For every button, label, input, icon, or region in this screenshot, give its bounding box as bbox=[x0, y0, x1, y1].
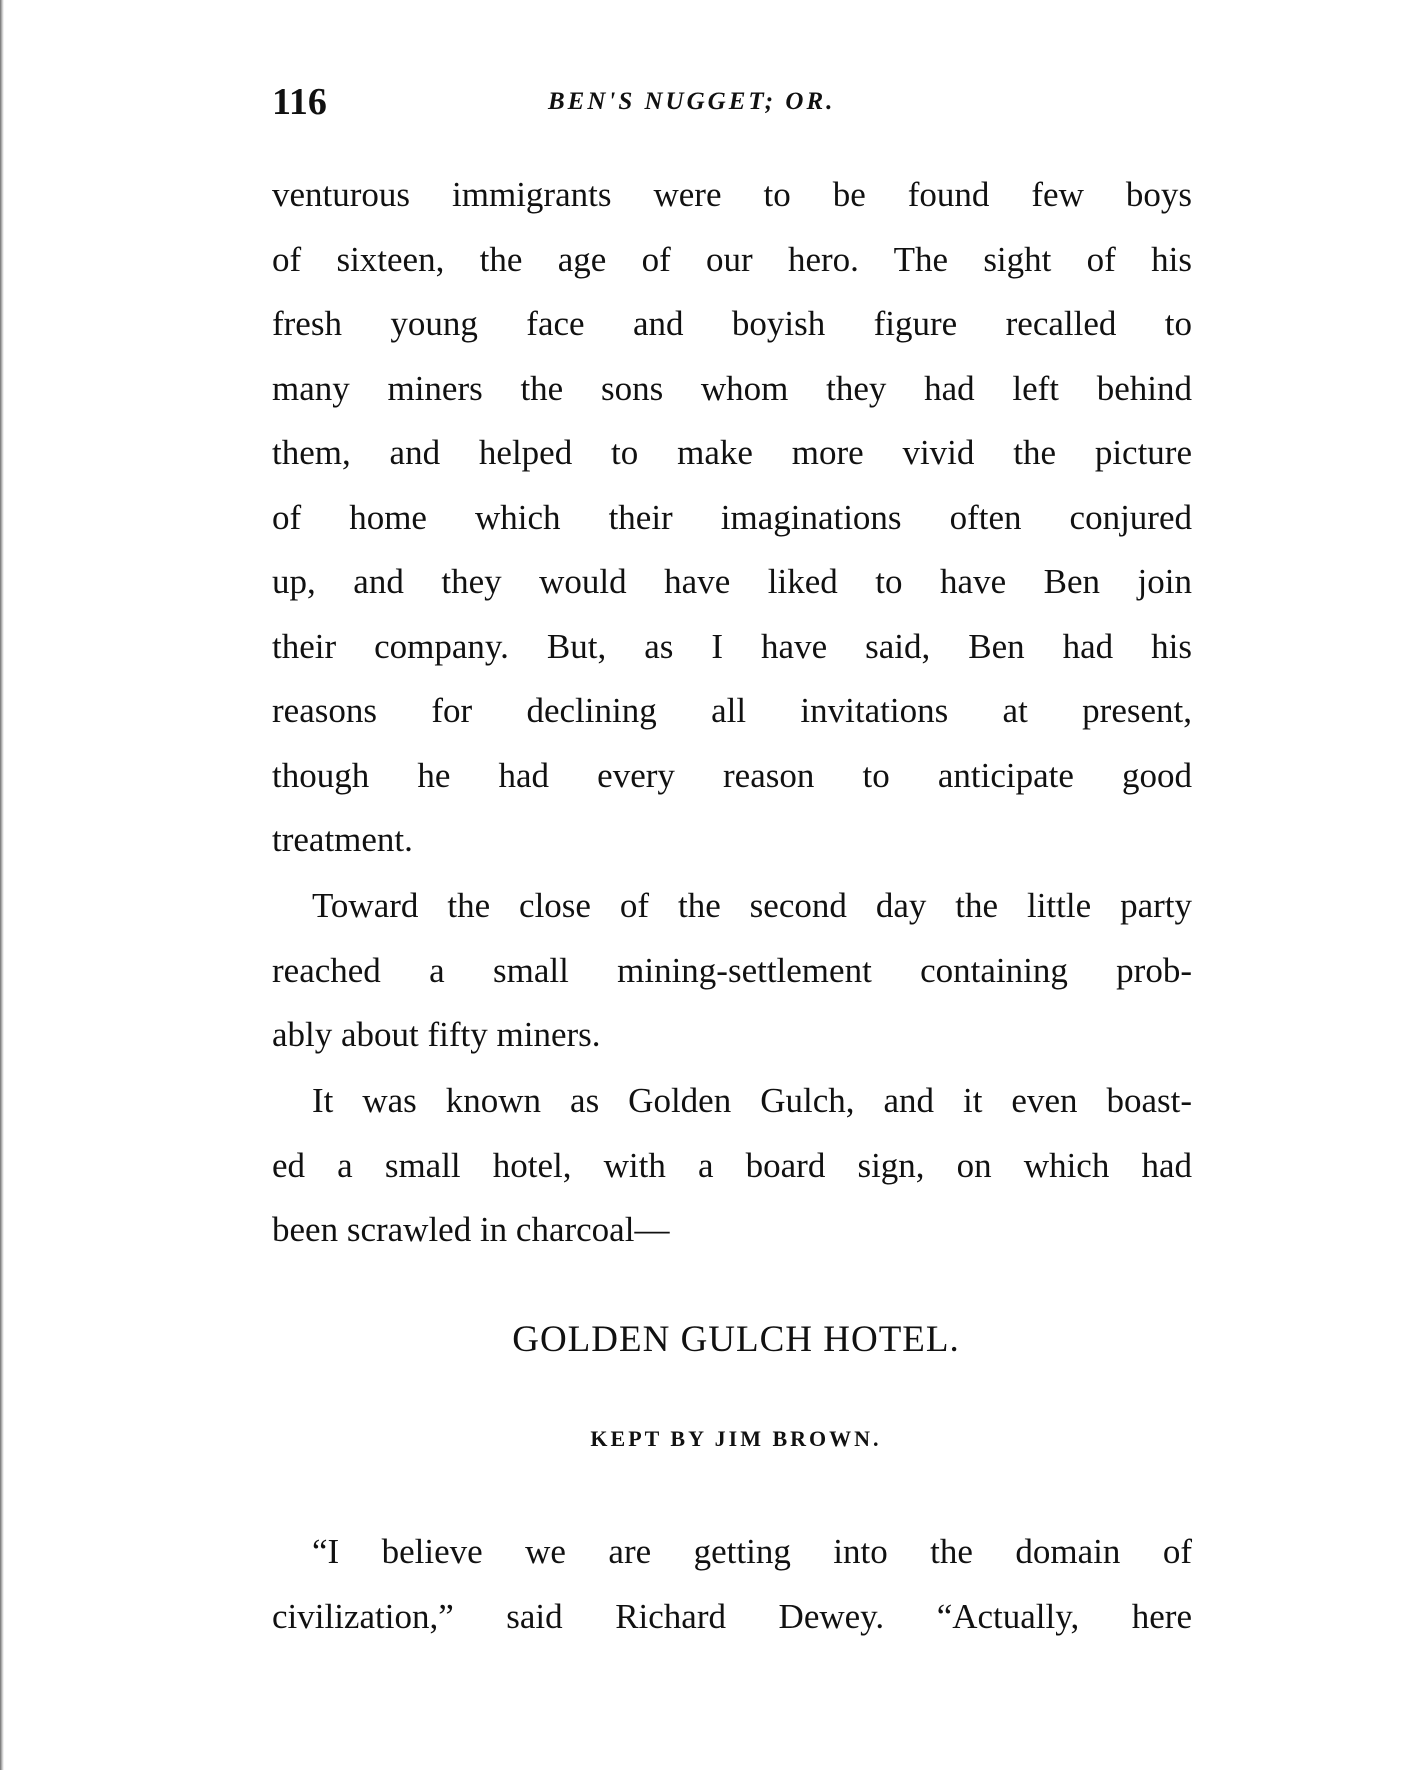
text-line: civilization,” said Richard Dewey. “Actually, here bbox=[272, 1596, 1192, 1636]
text-line: ed a small hotel, with a board sign, on which had bbox=[272, 1145, 1192, 1185]
page-binding-edge bbox=[0, 0, 4, 1770]
text-line: fresh young face and boyish figure recalled to bbox=[272, 304, 1192, 343]
text-line: venturous immigrants were to be found few boys bbox=[272, 175, 1192, 214]
paragraph-2 bbox=[272, 874, 1192, 1068]
text-line: ably about fifty miners. bbox=[272, 1015, 601, 1054]
text-line: been scrawled in charcoal— bbox=[272, 1210, 670, 1249]
text-line: It was known as Golden Gulch, and it even boast- bbox=[312, 1081, 1192, 1120]
paragraph-3 bbox=[272, 1069, 1192, 1263]
sign-subtitle: KEPT BY JIM BROWN. bbox=[590, 1426, 882, 1451]
page-number: 116 bbox=[272, 81, 327, 123]
paragraph-4 bbox=[272, 1520, 1192, 1649]
running-title: BEN'S NUGGET; OR. bbox=[548, 88, 836, 115]
text-line: many miners the sons whom they had left behind bbox=[272, 368, 1192, 408]
text-line: up, and they would have liked to have Ben join bbox=[272, 562, 1192, 601]
paragraph-1 bbox=[272, 163, 1192, 873]
text-line: Toward the close of the second day the little party bbox=[312, 886, 1192, 925]
text-line: treatment. bbox=[272, 820, 413, 859]
text-line: of home which their imaginations often conjured bbox=[272, 497, 1192, 537]
running-header bbox=[272, 80, 1192, 130]
text-line: “I believe we are getting into the domain of bbox=[312, 1532, 1192, 1571]
text-line: their company. But, as I have said, Ben had his bbox=[272, 626, 1192, 666]
text-line: them, and helped to make more vivid the picture bbox=[272, 433, 1192, 472]
text-line: reasons for declining all invitations at present, bbox=[272, 691, 1192, 730]
sign-title: GOLDEN GULCH HOTEL. bbox=[512, 1319, 960, 1360]
text-line: reached a small mining-settlement containing prob- bbox=[272, 950, 1192, 990]
text-line: of sixteen, the age of our hero. The sight of his bbox=[272, 239, 1192, 279]
text-line: though he had every reason to anticipate good bbox=[272, 755, 1192, 795]
